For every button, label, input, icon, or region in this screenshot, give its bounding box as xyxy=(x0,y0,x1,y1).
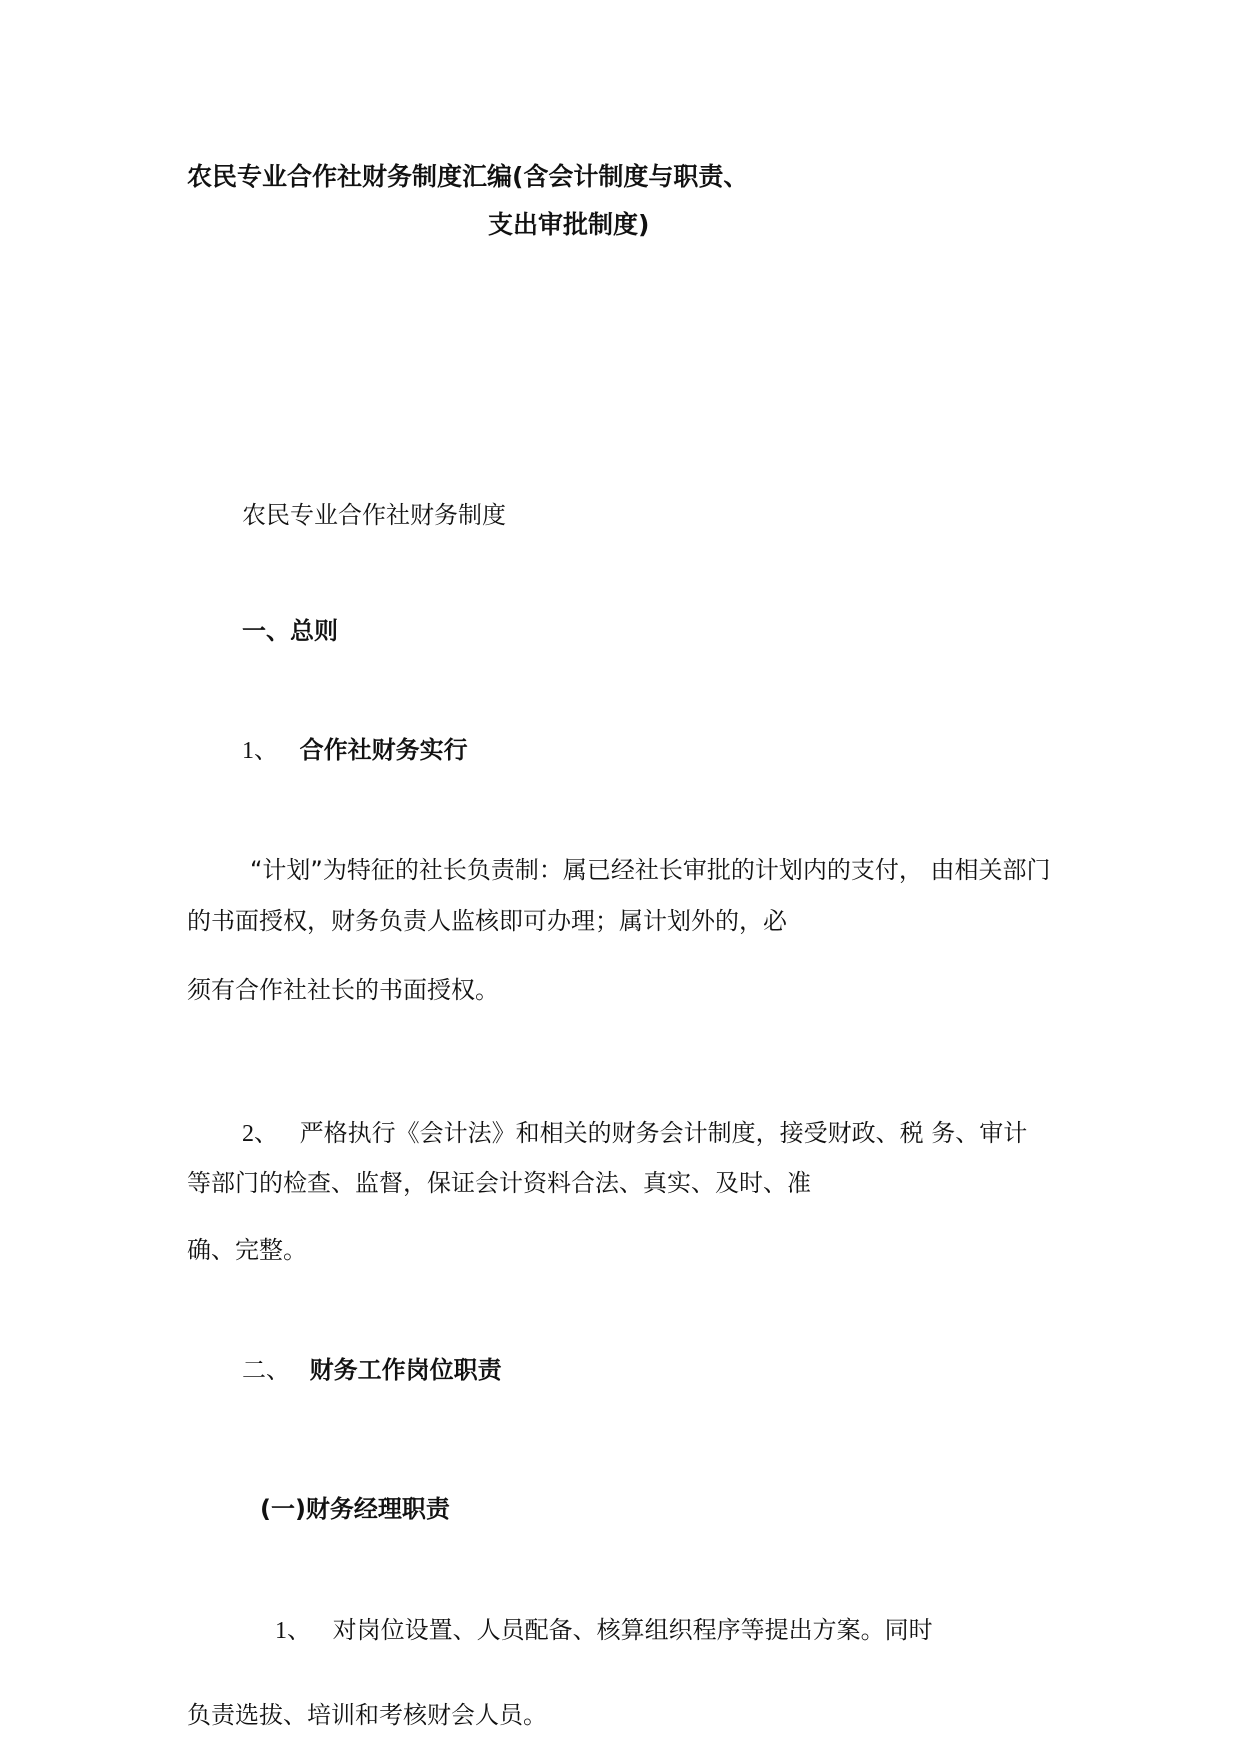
paragraph-line: “计划”为特征的社长负责制：属已经社长审批的计划内的支付， 由相关部门 xyxy=(250,856,1051,884)
document-subheading: 农民专业合作社财务制度 xyxy=(242,501,506,529)
section-number: 二、 xyxy=(242,1356,290,1384)
item-heading: 合作社财务实行 xyxy=(299,736,468,764)
paragraph-line: 等部门的检查、监督，保证会计资料合法、真实、及时、准 xyxy=(187,1169,811,1197)
item-1-heading-row xyxy=(242,733,468,768)
document-title-line-1: 农民专业合作社财务制度汇编(含会计制度与职责、 xyxy=(187,162,749,191)
subsection-heading-finance-manager: (一)财务经理职责 xyxy=(260,1495,450,1523)
document-title-line-2: 支出审批制度) xyxy=(488,210,650,239)
paragraph-line: 负责选拔、培训和考核财会人员。 xyxy=(187,1701,547,1729)
section-heading-duties: 财务工作岗位职责 xyxy=(309,1356,502,1384)
section-heading-general: 一、总则 xyxy=(242,617,338,645)
paragraph-line: 的书面授权，财务负责人监核即可办理；属计划外的，必 xyxy=(187,907,787,935)
sub-item-1-row xyxy=(275,1613,933,1648)
item-2-row xyxy=(242,1116,1027,1151)
paragraph-line: 确、完整。 xyxy=(187,1236,307,1264)
paragraph-line: 严格执行《会计法》和相关的财务会计制度，接受财政、税 务、审计 xyxy=(299,1119,1028,1147)
paragraph-line: 对岗位设置、人员配备、核算组织程序等提出方案。同时 xyxy=(332,1616,933,1644)
paragraph-line: 须有合作社社长的书面授权。 xyxy=(187,976,499,1004)
item-number: 1、 xyxy=(242,738,278,764)
section-heading-duties-row xyxy=(242,1353,502,1387)
item-number: 2、 xyxy=(242,1121,278,1147)
item-number: 1、 xyxy=(275,1618,311,1644)
